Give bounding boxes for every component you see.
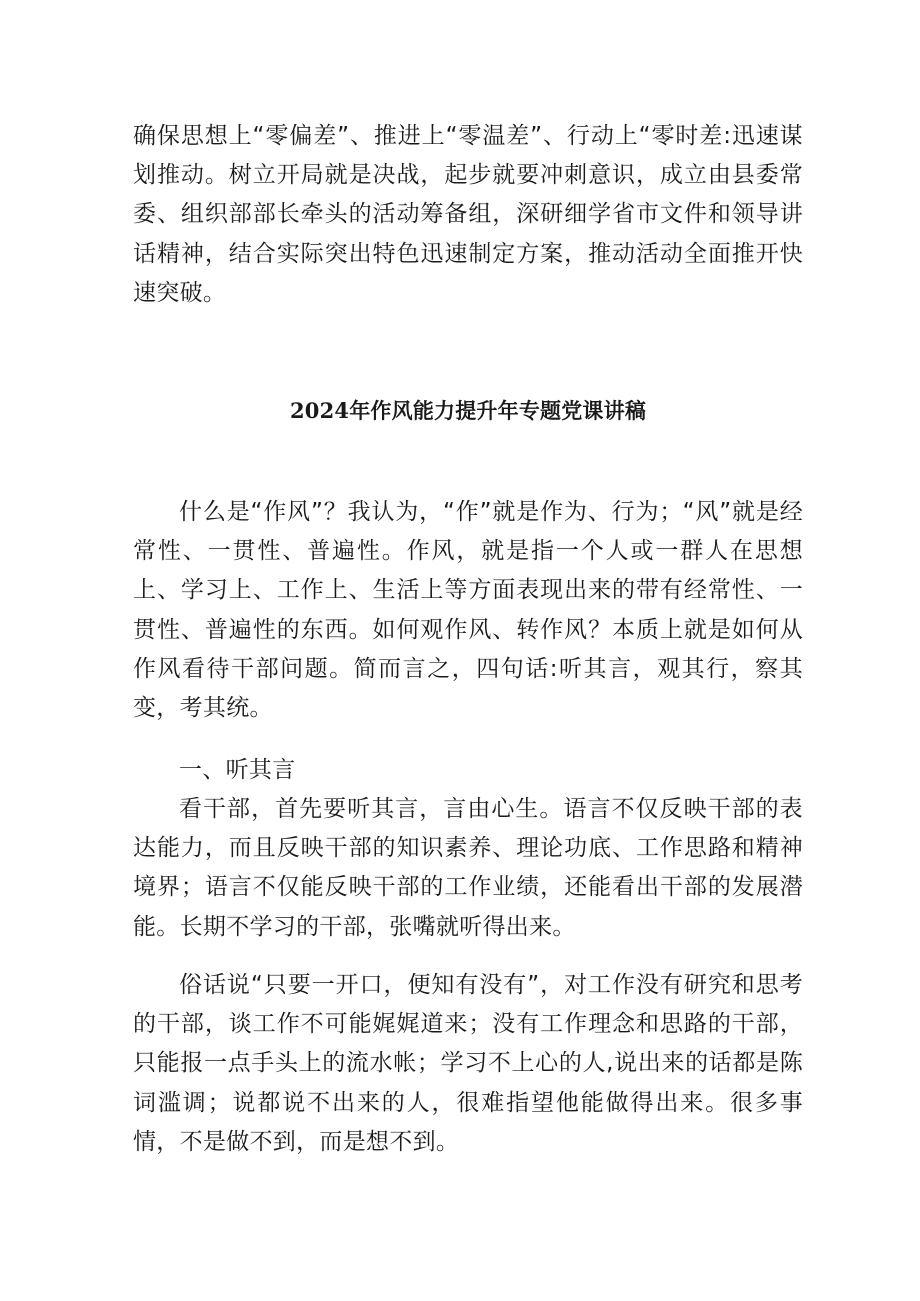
section-paragraph: 看干部，首先要听其言，言由心生。语言不仅反映干部的表达能力，而且反映干部的知识素养、理论功底、工作思路和精神境界；语言不仅能反映干部的工作业绩，还能看出干部的发展潜能。长期不学习的干部，张嘴就听得出来。 [133,796,803,940]
section-heading: 一、听其言 [179,757,296,783]
continuation-paragraph: 确保思想上“零偏差”、推进上“零温差”、行动上“零时差:迅速谋划推动。树立开局就是决战，起步就要冲刺意识，成立由县委常委、组织部部长牵头的活动筹备组，深研细学省市文件和领导讲话精神，结合实际突出特色迅速制定方案，推动活动全面推开快速突破。 [133,123,803,306]
document-title: 2024年作风能力提升年专题党课讲稿 [289,398,647,423]
intro-paragraph: 什么是“作风”？我认为，“作”就是作为、行为；“风”就是经常性、一贯性、普遍性。作风，就是指一个人或一群人在思想上、学习上、工作上、生活上等方面表现出来的带有经常性、一贯性、普遍性的东西。如何观作风、转作风？本质上就是如何从作风看待干部问题。简而言之，四句话:听其言，观其行，察其变，考其统。 [133,499,803,722]
section-paragraph: 俗话说“只要一开口，便知有没有”，对工作没有研究和思考的干部，谈工作不可能娓娓道来；没有工作理念和思路的干部，只能报一点手头上的流水帐；学习不上心的人,说出来的话都是陈词滥调；说都说不出来的人，很难指望他能做得出来。很多事情，不是做不到，而是想不到。 [133,972,803,1155]
